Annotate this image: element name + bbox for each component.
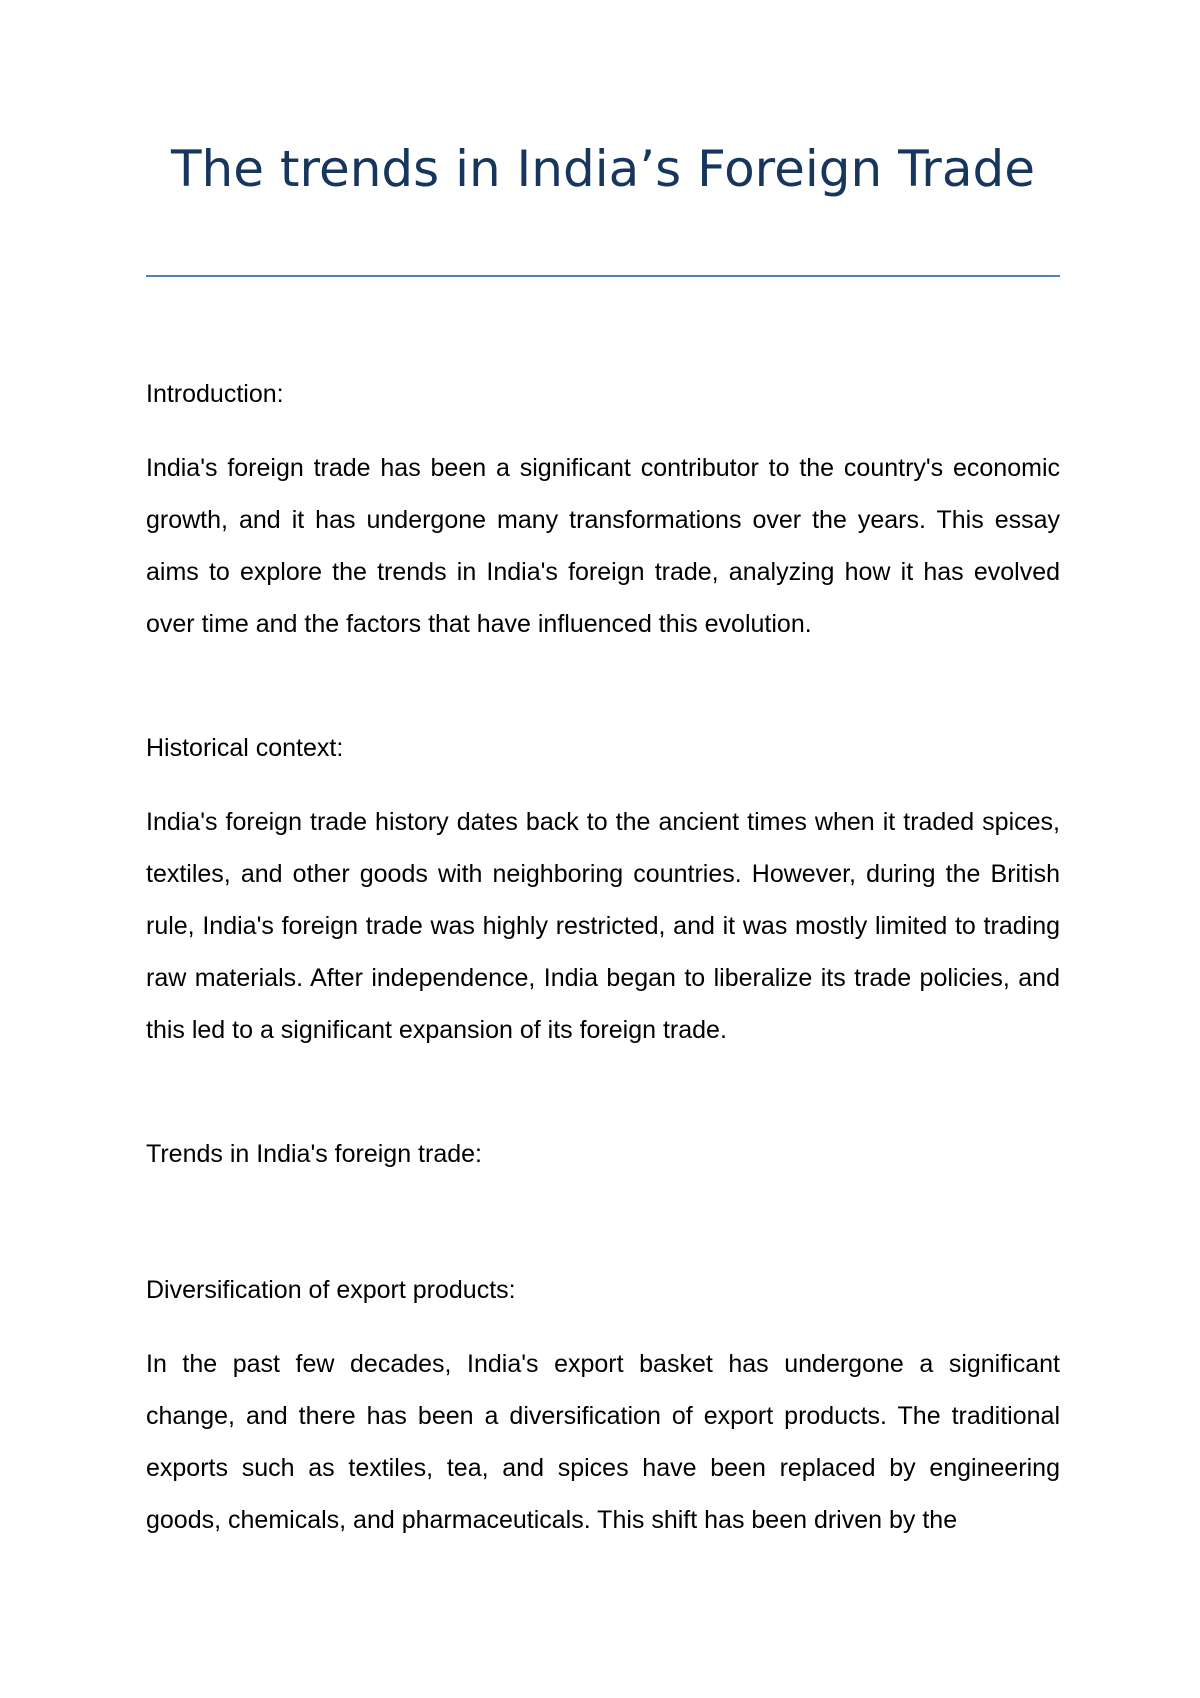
trends-heading: Trends in India's foreign trade:	[146, 1140, 482, 1168]
historical-context-heading: Historical context:	[146, 734, 344, 762]
document-body	[146, 372, 1060, 1546]
introduction-heading: Introduction:	[146, 380, 284, 408]
diversification-paragraph: In the past few decades, India's export basket has undergone a significant change, and there has been a diversification of export products. The traditional exports such as textiles, tea, and spices have been replaced by engineering goods, chemicals, and pharmaceuticals. This shift has been driven by the	[146, 1350, 1060, 1534]
introduction-paragraph: India's foreign trade has been a significant contributor to the country's economic growth, and it has undergone many transformations over the years. This essay aims to explore the trends in India's foreign trade, analyzing how it has evolved over time and the factors that have influenced this evolution.	[146, 454, 1060, 638]
title-underline-rule	[146, 275, 1060, 277]
diversification-heading: Diversification of export products:	[146, 1276, 516, 1304]
historical-context-paragraph: India's foreign trade history dates back to the ancient times when it traded spices, textiles, and other goods with neighboring countries. However, during the British rule, India's foreign trade was highly restricted, and it was mostly limited to trading raw materials. After independence, India began to liberalize its trade policies, and this led to a significant expansion of its foreign trade.	[146, 808, 1060, 1044]
document-title: The trends in India’s Foreign Trade	[171, 140, 1035, 198]
